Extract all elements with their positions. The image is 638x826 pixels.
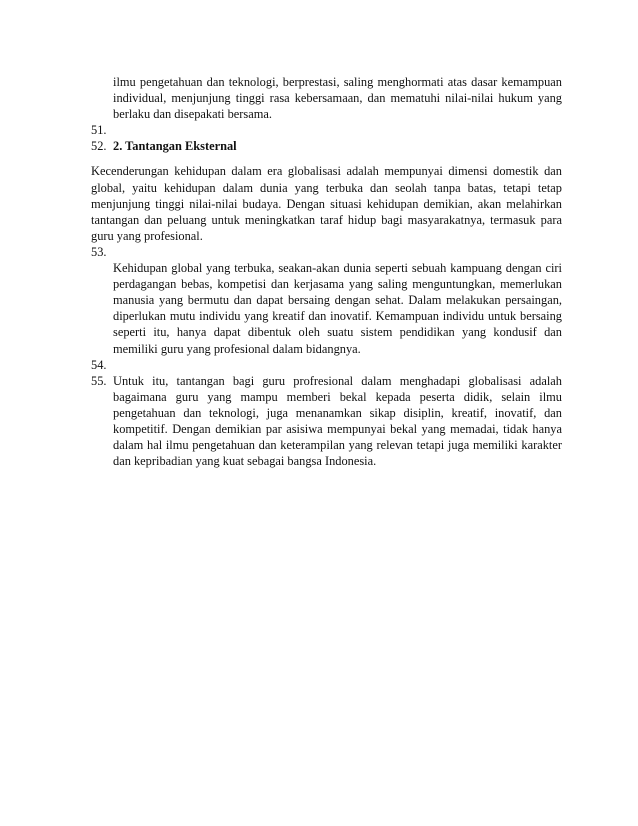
list-item-54 (91, 357, 562, 373)
list-item-51 (91, 122, 562, 138)
continued-paragraph: ilmu pengetahuan dan teknologi, berprestasi, saling menghormati atas dasar kemampuan individual, menjunjung tinggi rasa kebersamaan, dan mematuhi nilai-nilai hukum yang berlaku dan disepakati bersama. (113, 75, 562, 122)
list-number: 54. (91, 357, 107, 372)
list-paragraph-55: Untuk itu, tantangan bagi guru profresional dalam menghadapi globalisasi adalah bagaimana guru yang mampu memberi bekal kepada peserta didik, selain ilmu pengetahuan dan teknologi, juga menanamkan sikap disiplin, kreatif, inovatif, dan kompetitif. Dengan demikian par asisiwa mempunyai bekal yang memadai, tidak hanya dalam hal ilmu pengetahuan dan keterampilan yang relevan tetapi juga memiliki karakter dan kepribadian yang kuat sebagai bangsa Indonesia. (113, 373, 562, 469)
list-number: 53. (91, 244, 107, 259)
list-paragraph-53: Kehidupan global yang terbuka, seakan-akan dunia seperti sebuah kampuang dengan ciri perdagangan bebas, kompetisi dan kerjasama yang saling menguntungkan, memerlukan manusia yang bermutu dan dapat bersaing dengan sehat. Dalam melakukan persaingan, diperlukan mutu individu yang kreatif dan inovatif. Kemampuan individu untuk bersaing seperti itu, hanya dapat dibentuk oleh suatu sistem pendidikan yang kondusif dan memiliki guru yang profesional dalam bidangnya. (113, 261, 562, 356)
list-item-55 (91, 373, 562, 470)
list-item-53 (91, 244, 562, 260)
list-number: 52. (91, 139, 107, 154)
body-paragraph: Kecenderungan kehidupan dalam era globalisasi adalah mempunyai dimensi domestik dan global, yaitu kehidupan dalam dunia yang terbuka dan seolah tanpa batas, tetapi tetap menjunjung tinggi nilai-nilai budaya. Dengan situasi kehidupan demikian, akan melahirkan tantangan dan peluang untuk meningkatkan taraf hidup bagi masyarakatnya, termasuk para guru yang profesional. (91, 164, 562, 243)
list-item-52 (91, 138, 562, 154)
document-page (91, 74, 562, 469)
list-number: 51. (91, 123, 107, 138)
section-heading: 2. Tantangan Eksternal (113, 139, 237, 154)
list-number: 55. (91, 373, 107, 388)
